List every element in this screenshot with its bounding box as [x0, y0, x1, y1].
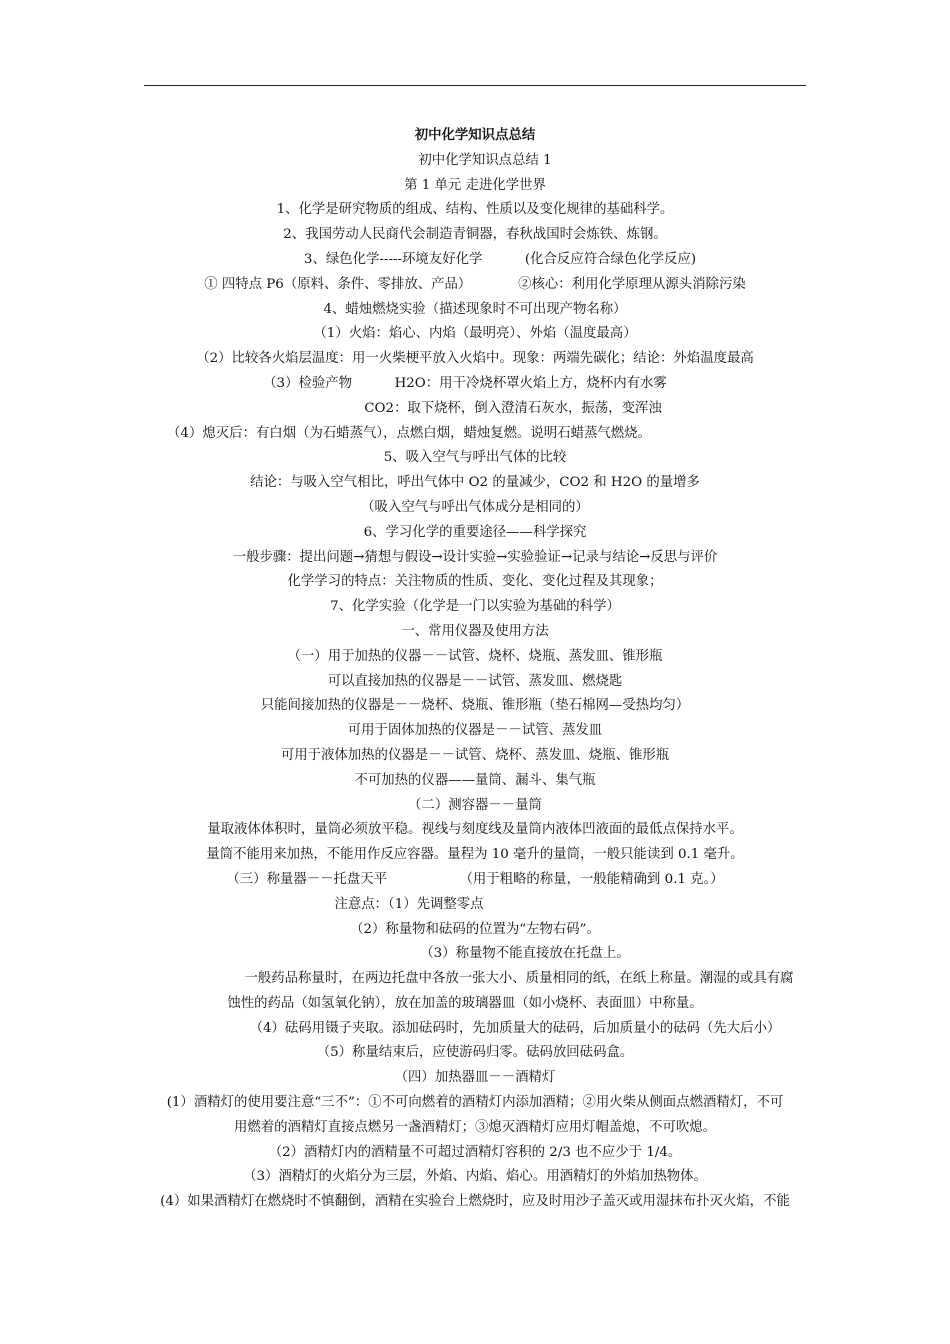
text-line: 不可加热的仪器——量筒、漏斗、集气瓶 [354, 772, 596, 788]
document-title: 初中化学知识点总结 [414, 128, 536, 143]
sub-heading: （四）加热器皿－－酒精灯 [394, 1070, 556, 1086]
text-line: 一般步骤：提出问题→猜想与假设→设计实验→实验验证→记录与结论→反思与评价 [232, 549, 718, 565]
text-line: （1）火焰：焰心、内焰（最明亮）、外焰（温度最高） [313, 326, 637, 342]
text-line: (4）如果酒精灯在燃烧时不慎翻倒，酒精在实验台上燃烧时，应及时用沙子盖灭或用湿抹布扑灭火焰，不能 [160, 1194, 790, 1210]
text-line: 化学学习的特点：关注物质的性质、变化、变化过程及其现象； [287, 574, 663, 590]
section-heading: 5、吸入空气与呼出气体的比较 [383, 450, 567, 466]
text-line: （3）检验产物 H2O：用干冷烧杯罩火焰上方，烧杯内有水雾 [263, 375, 667, 391]
text-line: 结论：与吸入空气相比，呼出气体中 O2 的量减少，CO2 和 H2O 的量增多 [250, 475, 700, 491]
header-rule [144, 85, 806, 86]
text-line: 1、化学是研究物质的组成、结构、性质以及变化规律的基础科学。 [276, 202, 674, 218]
text-line: （5）称量结束后，应使游码归零。砝码放回砝码盒。 [316, 1045, 634, 1061]
text-line: （4）砝码用镊子夹取。添加砝码时，先加质量大的砝码，后加质量小的砝码（先大后小） [249, 1020, 781, 1036]
text-line: (1）酒精灯的使用要注意“三不”：①不可向燃着的酒精灯内添加酒精；②用火柴从侧面点燃酒精灯，不可 [166, 1095, 784, 1111]
sub-heading: 一、常用仪器及使用方法 [401, 623, 549, 639]
text-line: （吸入空气与呼出气体成分是相同的） [361, 499, 589, 515]
text-line: （一）用于加热的仪器－－试管、烧杯、烧瓶、蒸发皿、锥形瓶 [287, 648, 663, 664]
text-line: 一般药品称量时，在两边托盘中各放一张大小、质量相同的纸，在纸上称量。潮湿的或具有腐 [244, 971, 794, 987]
text-line: （4）熄灭后：有白烟（为石蜡蒸气），点燃白烟，蜡烛复燃。说明石蜡蒸气燃烧。 [167, 425, 651, 441]
text-line: 2、我国劳动人民商代会制造青铜器，春秋战国时会炼铁、炼钢。 [283, 227, 667, 243]
section-heading: 4、蜡烛燃烧实验（描述现象时不可出现产物名称） [323, 301, 627, 317]
section-heading: 7、化学实验（化学是一门以实验为基础的科学） [330, 599, 620, 615]
text-line: CO2：取下烧杯，倒入澄清石灰水，振荡，变浑浊 [364, 400, 662, 416]
text-line: 用燃着的酒精灯直接点燃另一盏酒精灯；③熄灭酒精灯应用灯帽盖熄，不可吹熄。 [233, 1119, 717, 1135]
text-line: （2）称量物和砝码的位置为“左物右码”。 [350, 921, 600, 937]
text-line: 3、绿色化学-----环境友好化学 (化合反应符合绿色化学反应) [303, 251, 697, 267]
unit-heading: 第 1 单元 走进化学世界 [404, 177, 546, 193]
text-line: （3）酒精灯的火焰分为三层，外焰、内焰、焰心。用酒精灯的外焰加热物体。 [243, 1169, 707, 1185]
text-line: （3）称量物不能直接放在托盘上。 [420, 946, 630, 962]
text-line: 可用于固体加热的仪器是－－试管、蒸发皿 [347, 723, 603, 739]
text-line: 只能间接加热的仪器是－－烧杯、烧瓶、锥形瓶（垫石棉网—受热均匀） [260, 698, 690, 714]
text-line: 蚀性的药品（如氢氧化钠），放在加盖的玻璃器皿（如小烧杯、表面皿）中称量。 [227, 995, 703, 1011]
text-line: 注意点：（1）先调整零点 [334, 896, 484, 912]
subtitle: 初中化学知识点总结 1 [418, 152, 552, 168]
text-line: ① 四特点 P6（原料、条件、零排放、产品） ②核心：利用化学原理从源头消除污染 [204, 276, 746, 292]
text-line: 量筒不能用来加热，不能用作反应容器。量程为 10 毫升的量筒，一般只能读到 0.1 毫升。 [206, 847, 744, 863]
text-line: 量取液体体积时，量筒必须放平稳。视线与刻度线及量筒内液体凹液面的最低点保持水平。 [207, 822, 743, 838]
document-body [0, 124, 950, 1215]
sub-heading: （三）称量器－－托盘天平 （用于粗略的称量，一般能精确到 0.1 克。） [226, 871, 724, 887]
text-line: 可用于液体加热的仪器是－－试管、烧杯、蒸发皿、烧瓶、锥形瓶 [280, 747, 670, 763]
text-line: （2）酒精灯内的酒精量不可超过酒精灯容积的 2/3 也不应少于 1/4。 [268, 1144, 682, 1160]
sub-heading: （二）测容器－－量筒 [408, 797, 542, 813]
section-heading: 6、学习化学的重要途径——科学探究 [363, 524, 587, 540]
text-line: 可以直接加热的仪器是－－试管、蒸发皿、燃烧匙 [327, 673, 623, 689]
text-line: （2）比较各火焰层温度：用一火柴梗平放入火焰中。现象：两端先碳化；结论：外焰温度最高 [196, 351, 754, 367]
